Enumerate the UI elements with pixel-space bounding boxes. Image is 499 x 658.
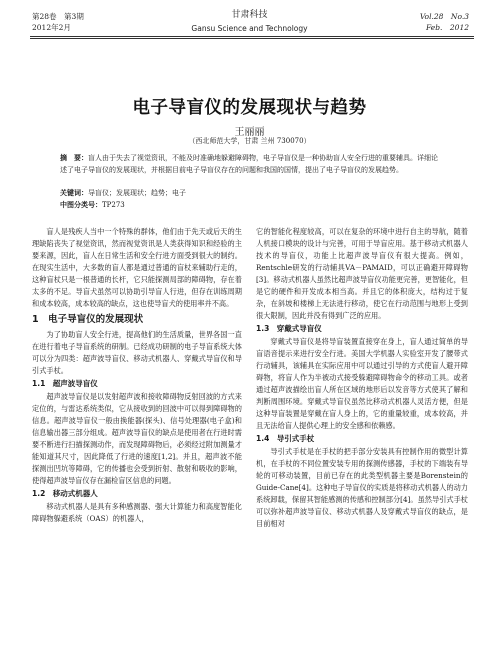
journal-name-en: Gansu Science and Technology (191, 24, 308, 33)
keywords (60, 187, 442, 199)
section-1-heading: 1 电子导盲仪的发展现状 (32, 314, 144, 325)
section-1-2-heading: 1.2 移动式机器人 (32, 489, 98, 498)
abstract-text: 盲人由于失去了视觉资讯，不能及时准确地躲避障碍物，电子导盲仪是一种协助盲人安全行进的重要辅具。详细论述了电子导盲仪的发展现状，并根据目前电子导盲仪存在的问题和我国的国情，提出了电子导盲仪的发展趋势。 (60, 154, 438, 174)
section-1-paragraph: 为了协助盲人安全行进，提高他们的生活质量，世界各国一直在进行着电子导盲系统的研制。已经成功研制的电子导盲系统大体可以分为四类：超声波导盲仪、移动式机器人、穿戴式导盲仪和导引式手杖。 (32, 330, 242, 375)
section-1-4-paragraph: 导引式手杖是在手杖的把手部分安装具有控制作用的微型计算机，在手杖的不同位置安装专用的探测传感器，手杖的下端装有导轮的可移动装置，目前已存在的此类型机器主要是Borenstein的Guide-Cane[4]。这种电子导盲仪的实质是将移动式机器人的动力系统卸载，保留其智能感测的传感和控制部分[4]。虽然导引式手杖可以弥补超声波导盲仪、移动式机器人及穿戴式导盲仪的缺点，是目前相对 (256, 447, 468, 528)
section-1-4-heading: 1.4 导引式手杖 (256, 434, 315, 443)
keywords-label: 关键词： (60, 189, 88, 197)
abstract-label: 摘 要： (60, 154, 88, 162)
clc-label: 中图分类号： (60, 201, 102, 209)
section-1-3-heading: 1.3 穿戴式导盲仪 (256, 324, 322, 333)
header-rule (30, 36, 474, 37)
clc-text: TP273 (102, 201, 125, 209)
continued-paragraph: 它的智能化程度较高，可以在复杂的环境中进行自主的导航，随着人机接口模块的设计与完善，可用于导盲应用。基于移动式机器人技术的导盲仪，功能上比超声波导盲仪有很大提高。例如，Rentschle研发的行动辅具VA－PAMAID，可以正确避开障碍物[3]。移动式机器人虽然比超声波导盲仪功能更完善，更智能化，但是它的硬件和开发成本相当高。并且它的体积庞大，结构过于复杂，在斜坡和楼梯上无法进行移动，使它在行动范围与地形上受到很大限制，因此并没有得到广泛的应用。 (256, 227, 468, 320)
left-column (32, 226, 242, 525)
right-column (256, 226, 468, 530)
volume-issue-en: Vol.28 No.3 (419, 12, 469, 21)
intro-paragraph: 盲人是残疾人当中一个特殊的群体，他们由于先天或后天的生理缺陷丧失了视觉资讯，然而视觉资讯是人类获得知识和经验的主要来源，因此，盲人在日常生活和安全行进方面受到很大的制约。在现实生活中，大多数的盲人都是通过普通的盲杖来辅助行走的，这种盲杖只是一根普通的长杆，它只能探测局部的障碍物，存在着太多的不足。导盲犬虽然可以协助引导盲人行进，但存在训练周期和成本较高，成本较高的缺点，这也使导盲犬的使用率并不高。 (32, 227, 242, 308)
author-affiliation: （西北师范大学，甘肃 兰州 730070） (188, 137, 311, 145)
section-1-3-paragraph: 穿戴式导盲仪是将导盲装置直接穿在身上，盲人通过简单的导盲语音提示来进行安全行进。美国大学机器人实验室开发了腰带式行动辅具，该辅具在实际应用中可以通过引导的方式使盲人避开障碍物，将盲人作为半被动式接受躲避障碍物命令的移动工具。或者通过超声波描绘出盲人所在区域的地形后以发音等方式使其了解和判断周围环境。穿戴式导盲仪虽然比移动式机器人灵活方便，但是这种导盲装置是穿戴在盲人身上的，它的重量较重，成本较高，并且无法给盲人提供心理上的安全感和依赖感。 (256, 337, 468, 430)
header-rule-thin (30, 38, 474, 39)
keywords-text: 导盲仪；发展现状；趋势；电子 (88, 189, 186, 197)
journal-name-cn: 甘肃科技 (231, 10, 268, 20)
section-1-1-paragraph: 超声波导盲仪是以发射超声波和接收障碍物反射回波的方式来定位的，与雷达系统类似，它从接收到的回波中可以得到障碍物的信息。超声波导盲仪一般由换能器(探头)、信号处理器(电子盒)和信息输出器三部分组成。超声波导盲仪的缺点是使用者在行进时需要不断进行扫描探测动作，而发现障碍物后，必须经过附加测量才能知道其尺寸，因此降低了行进的速度[1,2]。并且，超声波不能探测出凹坑等障碍，它的传播也会受到折射、散射和吸收的影响，使得超声波导盲仪存在漏检盲区信息的问题。 (32, 392, 242, 485)
section-1-2-paragraph: 移动式机器人是具有多种感测器、强大计算能力和高度智能化障碍物躲避系统（OAS）的机器人， (32, 502, 242, 523)
abstract (60, 152, 442, 176)
article-title: 电子导盲仪的发展现状与趋势 (132, 98, 367, 118)
date-cn: 2012年2月 (32, 23, 71, 32)
volume-issue-cn: 第28卷 第3期 (32, 12, 84, 21)
author-name: 王丽丽 (234, 127, 265, 138)
section-1-1-heading: 1.1 超声波导盲仪 (32, 379, 98, 388)
date-en: Feb. 2012 (425, 23, 469, 32)
classification (60, 199, 442, 211)
